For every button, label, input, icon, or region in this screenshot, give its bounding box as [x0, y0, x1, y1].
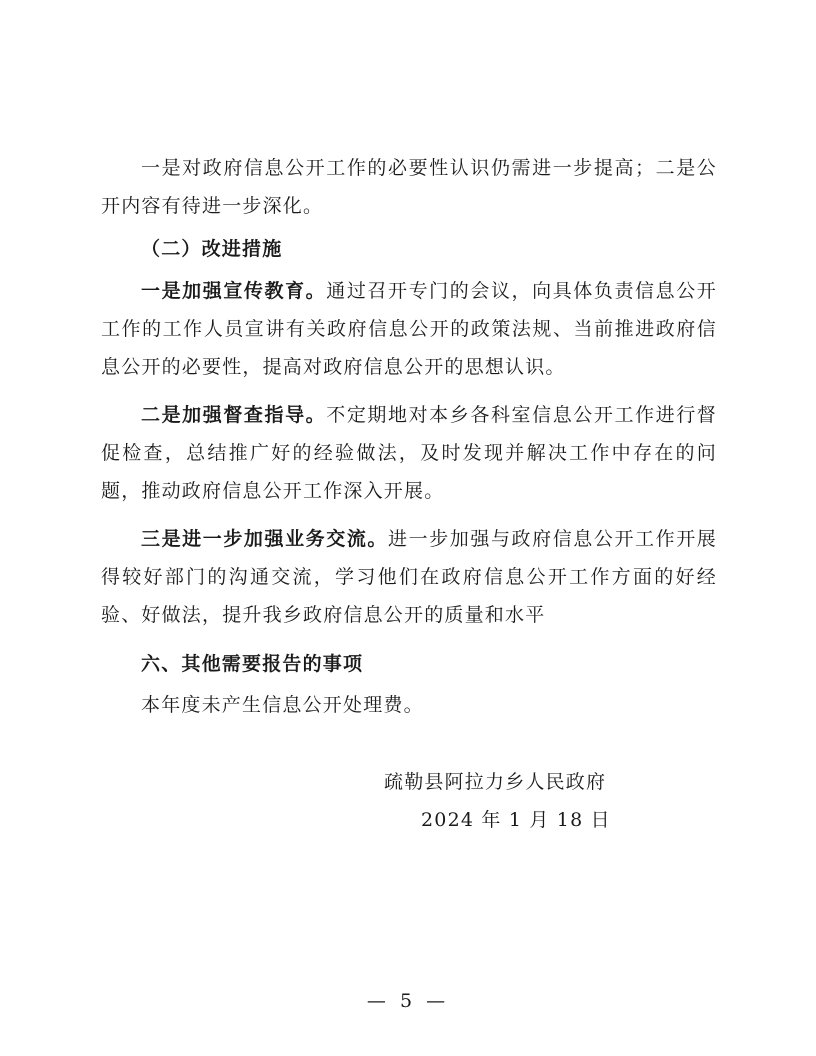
measure-item-1	[101, 272, 717, 386]
measure-item-3	[101, 520, 717, 634]
other-matters-paragraph	[101, 686, 717, 724]
measure-item-1-lead: 一是加强宣传教育。	[141, 280, 327, 302]
signature-date: 2024 年 1 月 18 日	[421, 809, 611, 831]
measure-item-2	[101, 396, 717, 510]
other-matters-text: 本年度未产生信息公开处理费。	[141, 694, 424, 716]
measure-item-2-text: 不定期地对本乡各科室信息公开工作进行督促检查，总结推广好的经验做法，及时发现并解决工作中存在的问题，推动政府信息公开工作深入开展。	[101, 404, 717, 502]
page-number: — 5 —	[366, 990, 450, 1012]
signature-organization: 疏勒县阿拉力乡人民政府	[384, 771, 607, 793]
problems-text: 一是对政府信息公开工作的必要性认识仍需进一步提高；二是公开内容有待进一步深化。	[101, 157, 717, 217]
measure-item-3-text: 进一步加强与政府信息公开工作开展得较好部门的沟通交流，学习他们在政府信息公开工作方面的好经验、好做法，提升我乡政府信息公开的质量和水平	[101, 528, 718, 626]
measure-item-2-lead: 二是加强督查指导。	[141, 404, 327, 426]
measure-item-3-lead: 三是进一步加强业务交流。	[141, 528, 389, 550]
measure-item-1-text: 通过召开专门的会议，向具体负责信息公开工作的工作人员宣讲有关政府信息公开的政策法规、当前推进政府信息公开的必要性，提高对政府信息公开的思想认识。	[101, 280, 717, 378]
measures-heading: （二）改进措施	[141, 238, 283, 260]
other-matters-heading: 六、其他需要报告的事项	[141, 653, 364, 675]
problems-paragraph	[101, 149, 717, 225]
